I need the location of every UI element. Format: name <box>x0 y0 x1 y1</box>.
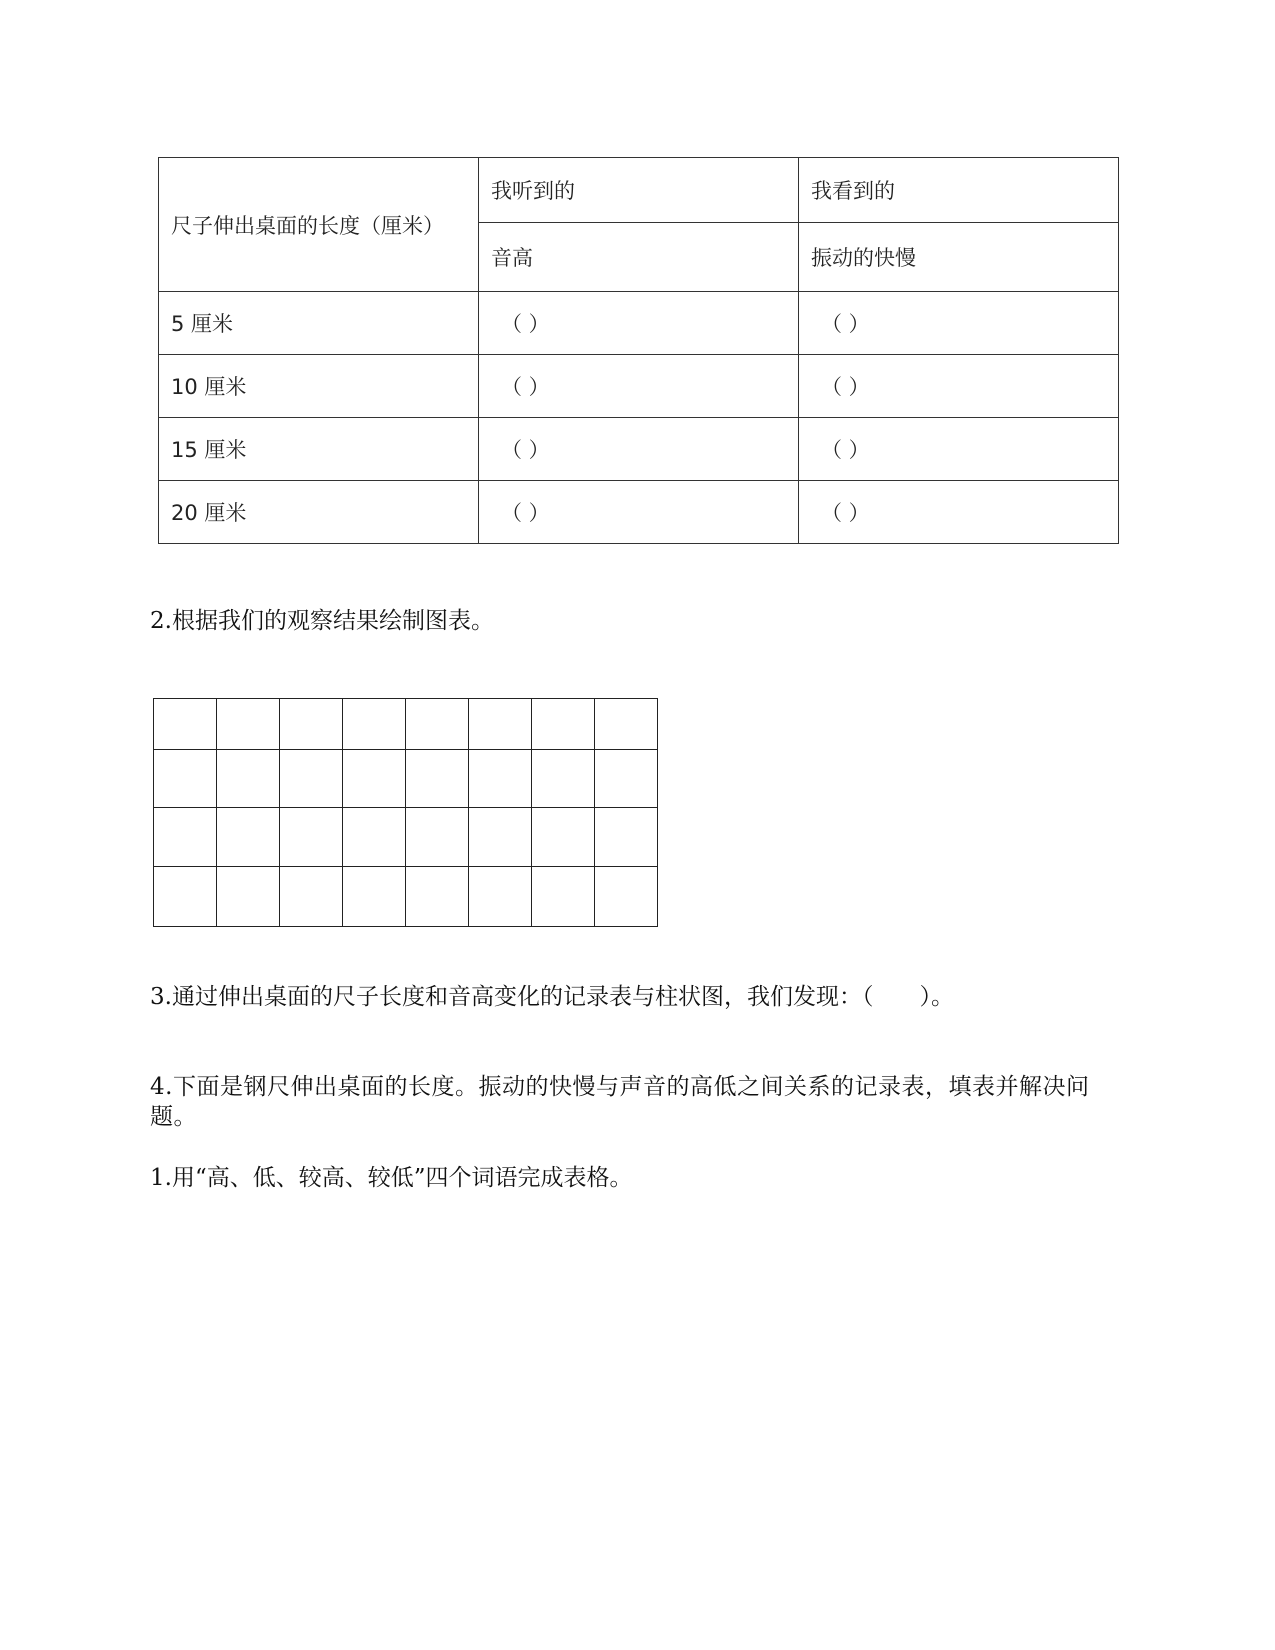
pitch-header-label: 音高 <box>491 246 533 270</box>
table-row <box>159 481 1119 544</box>
length-cell: 20 厘米 <box>159 481 479 544</box>
table-row <box>159 355 1119 418</box>
grid-cell[interactable] <box>469 750 532 808</box>
vibration-header-label: 振动的快慢 <box>811 246 916 270</box>
grid-row <box>154 699 658 750</box>
pitch-answer-cell[interactable] <box>479 418 799 481</box>
vibration-answer-blank[interactable]: （ ） <box>821 312 870 336</box>
grid-row <box>154 867 658 927</box>
table-row <box>159 418 1119 481</box>
grid-cell[interactable] <box>595 750 658 808</box>
vibration-answer-cell[interactable] <box>799 481 1119 544</box>
grid-cell[interactable] <box>280 750 343 808</box>
length-cell: 15 厘米 <box>159 418 479 481</box>
grid-cell[interactable] <box>406 867 469 927</box>
question-3: 3.通过伸出桌面的尺子长度和音高变化的记录表与柱状图，我们发现：（ ）。 <box>150 984 954 1010</box>
grid-cell[interactable] <box>532 867 595 927</box>
question-4: 4.下面是钢尺伸出桌面的长度。振动的快慢与声音的高低之间关系的记录表，填表并解决问题。 <box>150 1074 1090 1130</box>
vibration-answer-blank[interactable]: （ ） <box>821 438 870 462</box>
grid-cell[interactable] <box>532 808 595 867</box>
length-header-label: 尺子伸出桌面的长度（厘米） <box>171 213 444 238</box>
grid-cell[interactable] <box>595 867 658 927</box>
grid-cell[interactable] <box>469 699 532 750</box>
grid-cell[interactable] <box>406 808 469 867</box>
grid-cell[interactable] <box>217 699 280 750</box>
pitch-header-cell <box>479 223 799 292</box>
heard-header-label: 我听到的 <box>491 179 575 203</box>
pitch-answer-blank[interactable]: （ ） <box>501 501 550 525</box>
length-cell: 10 厘米 <box>159 355 479 418</box>
heard-header-cell <box>479 158 799 223</box>
grid-cell[interactable] <box>154 750 217 808</box>
grid-cell[interactable] <box>343 699 406 750</box>
grid-row <box>154 750 658 808</box>
pitch-answer-blank[interactable]: （ ） <box>501 375 550 399</box>
question-2: 2.根据我们的观察结果绘制图表。 <box>150 608 494 634</box>
vibration-answer-cell[interactable] <box>799 292 1119 355</box>
grid-cell[interactable] <box>154 808 217 867</box>
vibration-answer-cell[interactable] <box>799 418 1119 481</box>
grid-cell[interactable] <box>343 808 406 867</box>
length-cell: 5 厘米 <box>159 292 479 355</box>
grid-cell[interactable] <box>217 867 280 927</box>
grid-cell[interactable] <box>595 808 658 867</box>
grid-cell[interactable] <box>154 867 217 927</box>
length-header-cell <box>159 158 479 292</box>
vibration-answer-blank[interactable]: （ ） <box>821 501 870 525</box>
grid-row <box>154 808 658 867</box>
pitch-answer-blank[interactable]: （ ） <box>501 312 550 336</box>
seen-header-cell <box>799 158 1119 223</box>
grid-cell[interactable] <box>217 750 280 808</box>
pitch-answer-cell[interactable] <box>479 481 799 544</box>
grid-cell[interactable] <box>406 699 469 750</box>
vibration-answer-cell[interactable] <box>799 355 1119 418</box>
grid-cell[interactable] <box>280 808 343 867</box>
vibration-answer-blank[interactable]: （ ） <box>821 375 870 399</box>
table-row <box>159 292 1119 355</box>
grid-cell[interactable] <box>280 867 343 927</box>
pitch-answer-cell[interactable] <box>479 292 799 355</box>
question-4-1: 1.用“高、低、较高、较低”四个词语完成表格。 <box>150 1165 633 1191</box>
grid-cell[interactable] <box>343 867 406 927</box>
pitch-answer-blank[interactable]: （ ） <box>501 438 550 462</box>
grid-cell[interactable] <box>469 867 532 927</box>
vibration-header-cell <box>799 223 1119 292</box>
grid-cell[interactable] <box>343 750 406 808</box>
record-table <box>158 157 1119 544</box>
chart-drawing-grid[interactable] <box>153 698 658 927</box>
grid-cell[interactable] <box>154 699 217 750</box>
grid-cell[interactable] <box>280 699 343 750</box>
seen-header-label: 我看到的 <box>811 179 895 203</box>
pitch-answer-cell[interactable] <box>479 355 799 418</box>
grid-cell[interactable] <box>217 808 280 867</box>
grid-cell[interactable] <box>595 699 658 750</box>
table-header-row <box>159 158 1119 223</box>
grid-cell[interactable] <box>406 750 469 808</box>
grid-cell[interactable] <box>532 699 595 750</box>
grid-cell[interactable] <box>532 750 595 808</box>
grid-cell[interactable] <box>469 808 532 867</box>
